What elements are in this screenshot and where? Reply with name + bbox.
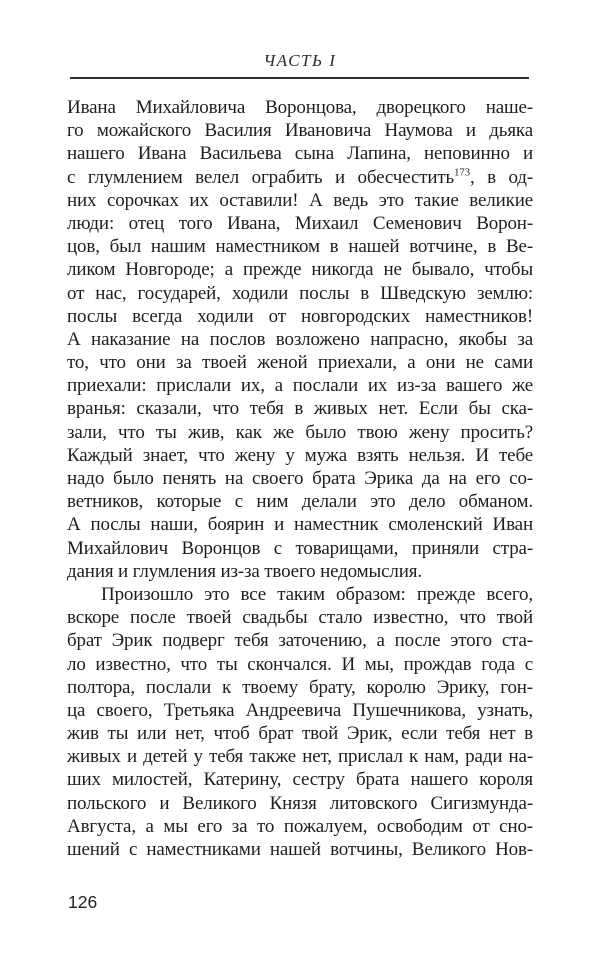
text-line: брат Эрик подверг тебя заточению, а после этого ста- bbox=[67, 630, 533, 652]
text-line: от нас, государей, ходили послы в Шведскую землю: bbox=[67, 282, 533, 304]
text-line: жив ты или нет, чтоб брат твой Эрик, если тебя нет в bbox=[67, 723, 533, 745]
text-line: полтора, послали к твоему брату, королю Эрику, гон- bbox=[67, 676, 533, 698]
text-line: нашего Ивана Васильева сына Лапина, неповинно и bbox=[67, 143, 533, 165]
text-line: цов, был нашим наместником в нашей вотчине, в Ве- bbox=[67, 236, 533, 258]
text-line: шений с наместниками нашей вотчины, Великого Нов- bbox=[67, 839, 533, 860]
text-line: го можайского Василия Ивановича Наумова и дьяка bbox=[67, 120, 533, 142]
text-line: ца своего, Третьяка Андреевича Пушечникова, узнать, bbox=[67, 699, 533, 721]
text-line: польского и Великого Князя литовского Сигизмунда- bbox=[67, 792, 533, 814]
running-header: ЧАСТЬ I bbox=[263, 51, 337, 70]
text-line: живых и детей у тебя также нет, прислал к нам, ради на- bbox=[67, 746, 533, 768]
text-line: послы всегда ходили от новгородских наместников! bbox=[67, 305, 533, 327]
text-line: вскоре после твоей свадьбы стало известно, что твой bbox=[67, 607, 533, 629]
header-rule bbox=[70, 77, 529, 79]
text-line: ло известно, что ты скончался. И мы, прождав года с bbox=[67, 653, 533, 675]
text-line: вранья: сказали, что тебя в живых нет. Если бы ска- bbox=[67, 398, 533, 420]
text-line: ликом Новгороде; а прежде никогда не бывало, чтобы bbox=[67, 259, 533, 281]
text-line: зали, что ты жив, как же было твою жену просить? bbox=[67, 421, 533, 443]
text-line: дания и глумления из-за твоего недомыслия. bbox=[67, 560, 422, 582]
text-line: с глумлением велел ограбить и обесчестить$^{173}$, в од- bbox=[67, 166, 533, 188]
text-line: надо было пенять на своего брата Эрика да на его со- bbox=[67, 468, 533, 489]
body-text bbox=[67, 96, 533, 861]
text-line: ветников, которые с ним делали это дело обманом. bbox=[67, 491, 533, 513]
text-line: А послы наши, боярин и наместник смоленский Иван bbox=[67, 514, 533, 536]
text-line: А наказание на послов возложено напрасно, якобы за bbox=[67, 328, 533, 350]
text-line: Произошло это все таким образом: прежде всего, bbox=[101, 583, 533, 605]
text-line: люди: отец того Ивана, Михаил Семенович Ворон- bbox=[67, 212, 533, 234]
text-line: приехали: прислали их, а послали их из-за вашего же bbox=[67, 375, 533, 397]
text-line: Каждый знает, что жену у мужа взять нельзя. И тебе bbox=[67, 444, 533, 466]
text-line: Михайлович Воронцов с товарищами, приняли стра- bbox=[67, 537, 533, 559]
text-line: то, что они за твоей женой приехали, а они не сами bbox=[67, 352, 533, 374]
text-line: них сорочках их оставили! А ведь это такие великие bbox=[67, 189, 533, 211]
text-line: Августа, а мы его за то пожалуем, освободим от сно- bbox=[67, 815, 533, 837]
page-number: 126 bbox=[68, 892, 98, 912]
text-line: ших милостей, Катерину, сестру брата нашего короля bbox=[67, 769, 533, 791]
text-line: Ивана Михайловича Воронцова, дворецкого наше- bbox=[67, 97, 533, 118]
footnote-ref: 173 bbox=[454, 167, 471, 179]
